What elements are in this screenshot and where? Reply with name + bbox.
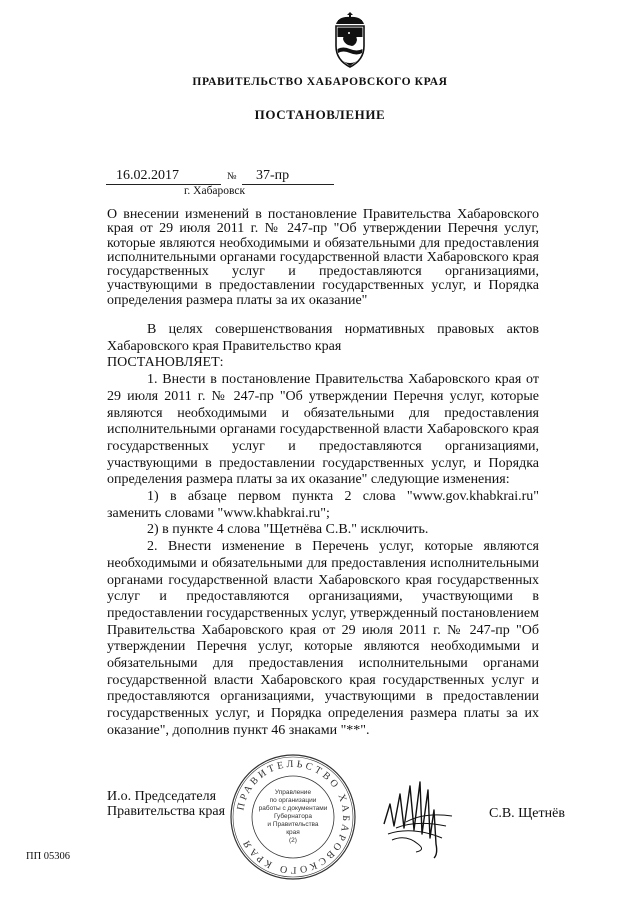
- stamp-line: работы с документами: [258, 805, 328, 812]
- stamp-line: Управление: [274, 789, 312, 796]
- document-body: [107, 322, 539, 740]
- stamp-line: и Правительства: [267, 821, 319, 828]
- number-sign: №: [227, 171, 237, 182]
- handwritten-signature: [376, 764, 462, 860]
- item-1-2-paragraph: 2) в пункте 4 слова "Щетнёва С.В." исключить.: [147, 522, 429, 538]
- signatory-position-line2: Правительства края: [107, 804, 226, 819]
- item-1-1-paragraph: 1) в абзаце первом пункта 2 слова "www.gov.khabkrai.ru" заменить словами "www.khabkrai.ru";: [107, 489, 539, 521]
- coat-of-arms-icon: [330, 10, 370, 70]
- document-code: ПП 05306: [26, 851, 71, 862]
- document-subject: О внесении изменений в постановление Правительства Хабаровского края от 29 июля 2011 г. № 247-пр "Об утверждении Перечня услуг, которые являются необходимыми и обязательными для предоставления исполнительными органами государственной власти Хабаровского края государственных услуг и предоставляются организациями, участвующими в предоставлении государственных услуг, и Порядка определения размера платы за их оказание": [107, 207, 539, 308]
- resolves-heading: ПОСТАНОВЛЯЕТ:: [107, 355, 224, 371]
- stamp-line: по организации: [269, 797, 317, 804]
- official-stamp: [228, 752, 358, 882]
- stamp-ring-text: ПРАВИТЕЛЬСТВО ХАБАРОВСКОГО КРАЯ: [235, 758, 352, 876]
- stamp-line: края: [286, 829, 300, 836]
- document-number: 37-пр: [256, 168, 290, 183]
- item-2-paragraph: 2. Внести изменение в Перечень услуг, которые являются необходимыми и обязательными для предоставления исполнительными органами государственной власти Хабаровского края государственных услуг и предоставляются организациями, участвующими в предоставлении государственных услуг, утвержденный постановлением Правительства Хабаровского края от 29 июля 2011 г. № 247-пр "Об утверждении Перечня услуг, которые являются необходимыми и обязательными для предоставления исполнительными органами государственной власти Хабаровского края государственных услуг и предоставляются организациями, участвующими в предоставлении государственных услуг, и Порядка определения размера платы за их оказание", дополнив пункт 46 знаками "**".: [107, 539, 539, 738]
- document-date: 16.02.2017: [116, 168, 179, 183]
- signatory-position: [107, 789, 225, 819]
- document-type-title: ПОСТАНОВЛЕНИЕ: [254, 107, 386, 122]
- number-underline: [242, 184, 334, 185]
- stamp-line: Губернатора: [273, 813, 313, 820]
- signatory-name: С.В. Щетнёв: [489, 806, 565, 821]
- item-1-paragraph: 1. Внести в постановление Правительства Хабаровского края от 29 июля 2011 г. № 247-пр "Об утверждении Перечня услуг, которые являются необходимыми и обязательными для предоставления исполнительными органами государственной власти Хабаровского края государственных услуг и предоставляются организациями, участвующими в предоставлении государственных услуг, и Порядка определения размера платы за их оказание" следующие изменения:: [107, 372, 539, 488]
- stamp-line: (2): [289, 837, 297, 844]
- signatory-position-line1: И.о. Председателя: [107, 789, 217, 804]
- government-name: ПРАВИТЕЛЬСТВО ХАБАРОВСКОГО КРАЯ: [192, 76, 448, 88]
- city-label: г. Хабаровск: [184, 185, 246, 197]
- preamble-paragraph: В целях совершенствования нормативных правовых актов Хабаровского края Правительство края: [107, 322, 539, 354]
